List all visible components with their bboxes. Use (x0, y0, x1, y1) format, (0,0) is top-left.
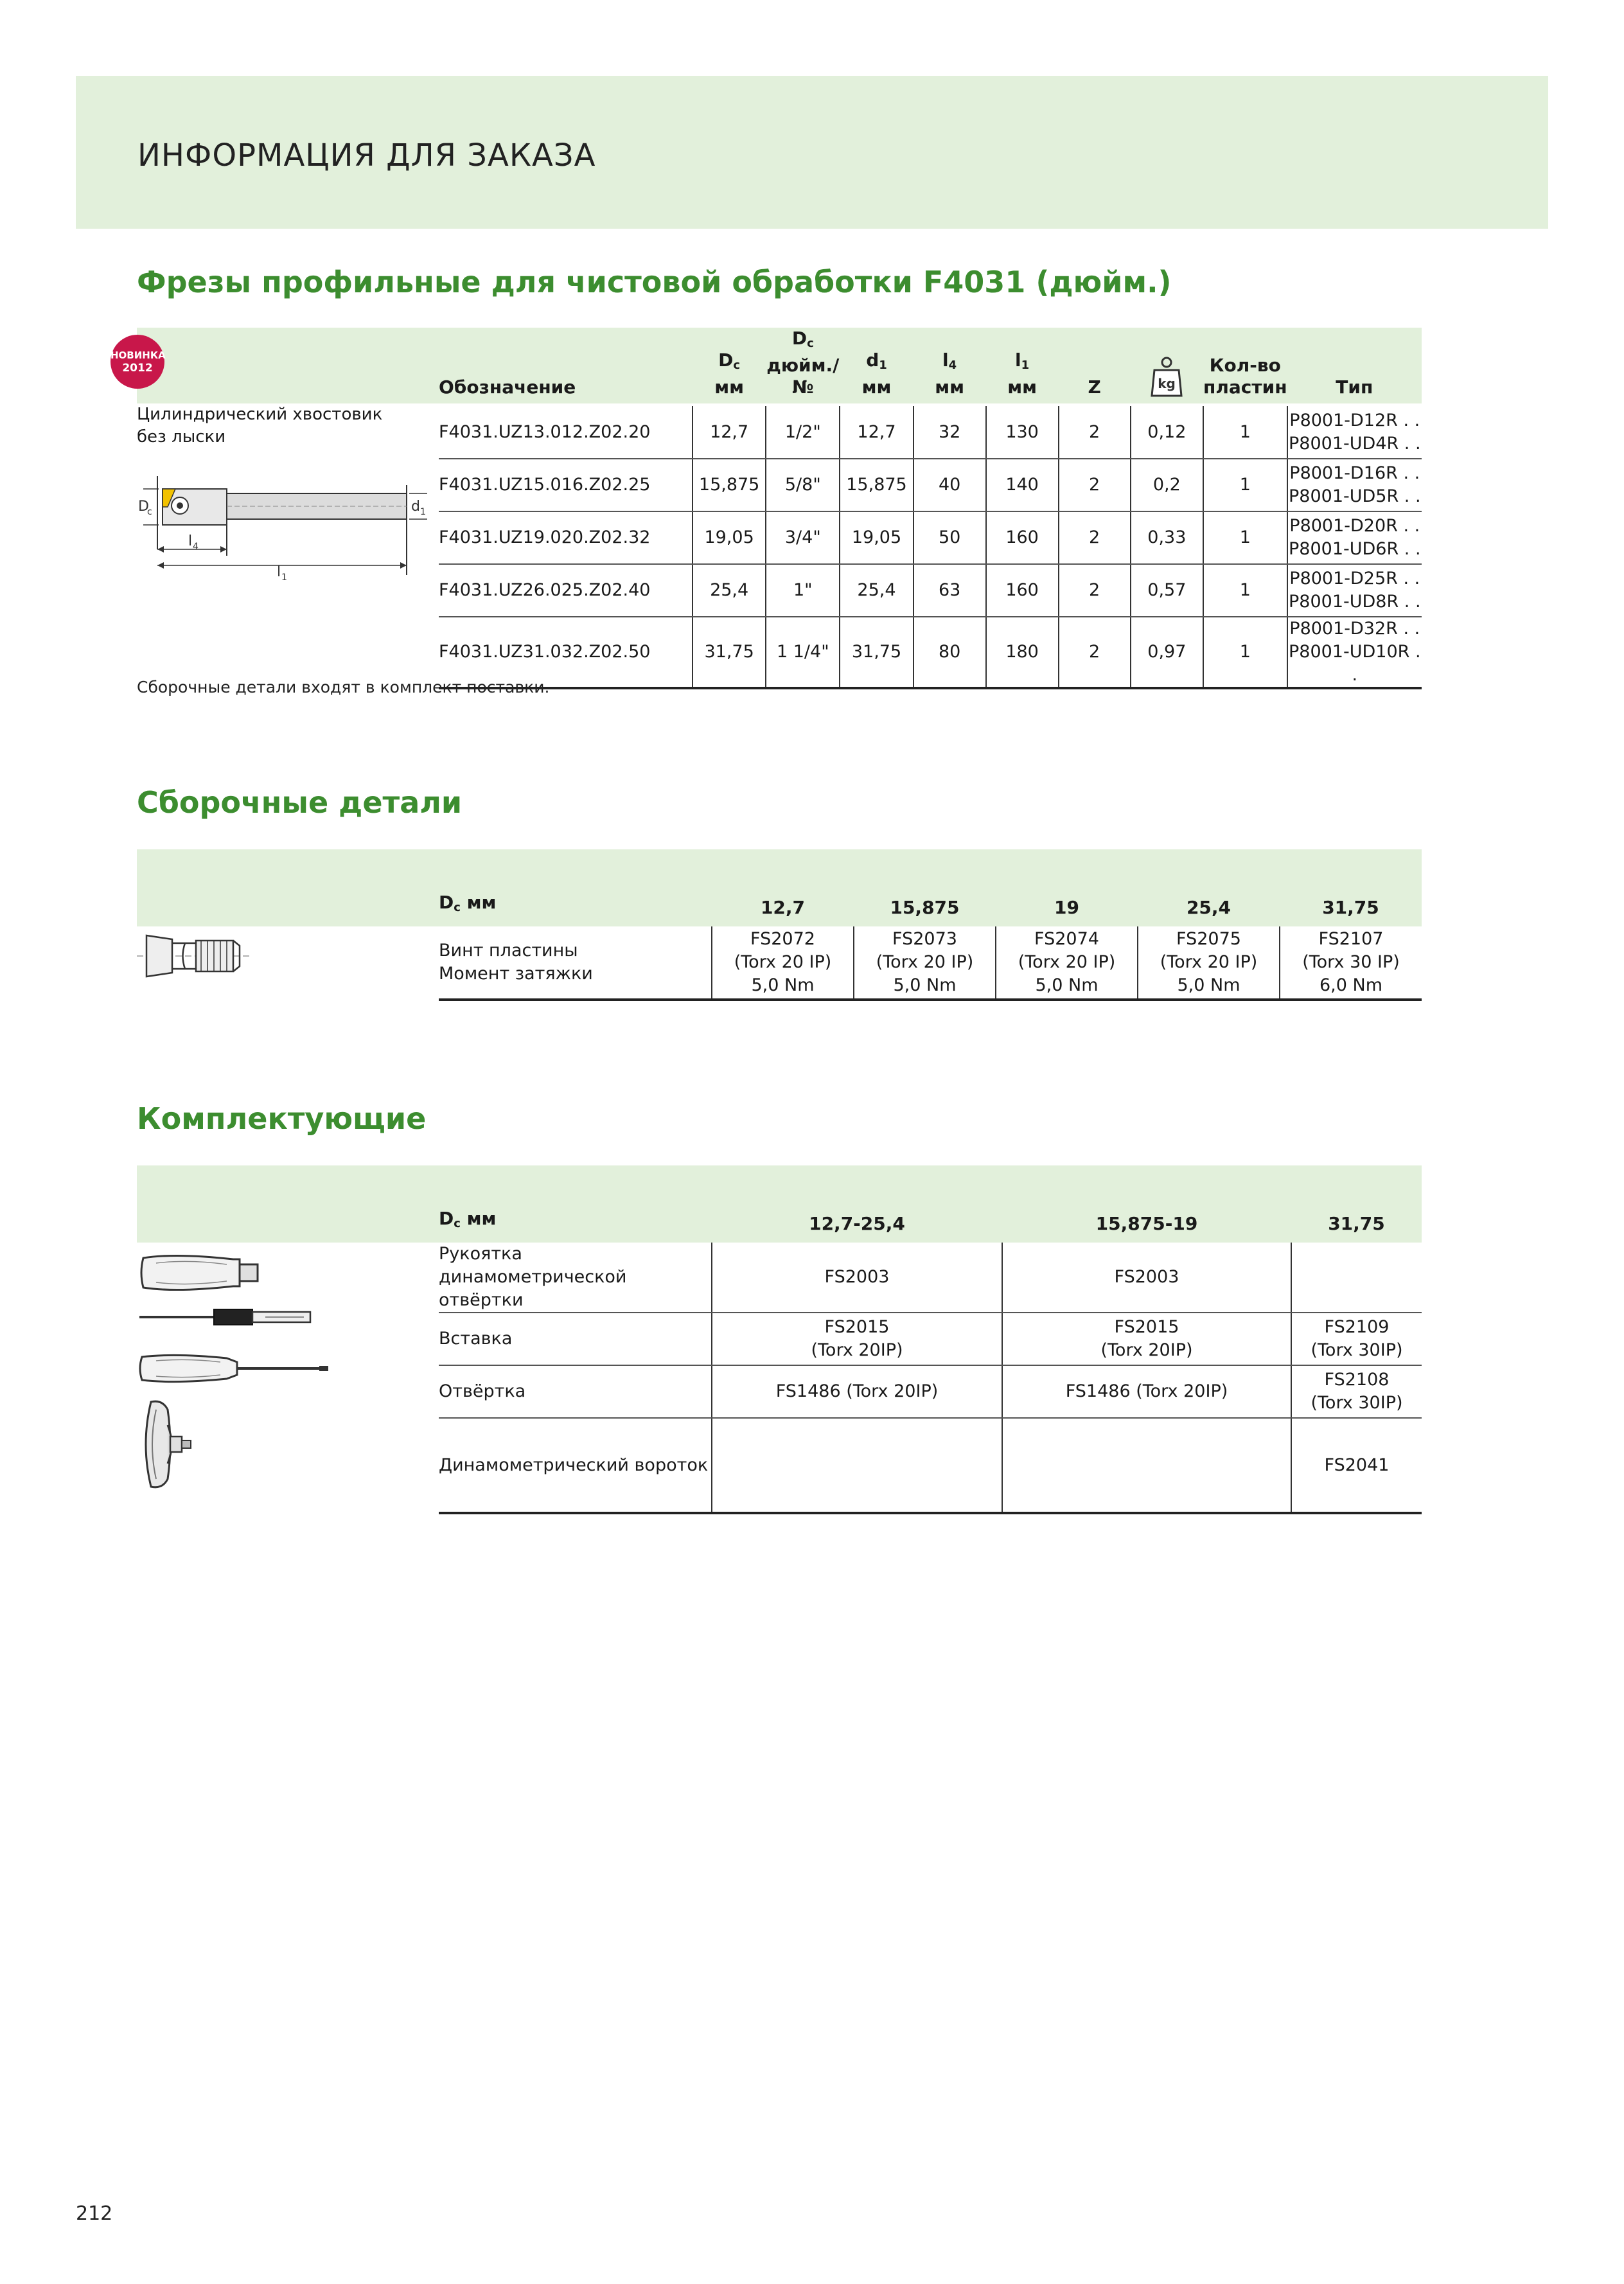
row-code: F4031.UZ13.012.Z02.20 (439, 406, 693, 459)
cell-z: 2 (1059, 406, 1131, 459)
col-designation: Обозначение (439, 376, 576, 398)
cell-dc: 25,4 (693, 564, 766, 617)
col-dc-mm: $D_c$ мм (714, 350, 745, 398)
svg-text:D: D (138, 499, 149, 515)
cell-dc: 31,75 (693, 617, 766, 688)
cell-z: 2 (1059, 511, 1131, 564)
svg-text:l: l (188, 533, 193, 549)
section1-title: Фрезы профильные для чистовой обработки F4031 (дюйм.) (137, 265, 1172, 299)
cutters-table (439, 328, 1422, 689)
cell-dc-inch: 1 1/4" (766, 617, 840, 688)
table-row (439, 1243, 1422, 1313)
col-weight (1131, 328, 1203, 406)
weight-kg-icon (1151, 356, 1183, 398)
col-dc-value: 12,7 (760, 897, 806, 918)
cell-type: P8001-D32R . . P8001-UD10R . . (1287, 617, 1422, 688)
header-banner (76, 76, 1548, 229)
insert-bit-icon (137, 1304, 317, 1330)
cell-accessory (1291, 1243, 1422, 1313)
new-2012-badge (110, 335, 164, 389)
table-row (439, 926, 1422, 1000)
banner-title: ИНФОРМАЦИЯ ДЛЯ ЗАКАЗА (137, 137, 596, 173)
cell-qty: 1 (1203, 406, 1287, 459)
cell-l4: 50 (914, 511, 986, 564)
insert-screw-icon (137, 930, 252, 982)
col-d1: $d_1$ мм (861, 350, 892, 398)
cell-accessory: FS2015 (Torx 20IP) (1002, 1313, 1291, 1365)
cell-kg: 0,2 (1131, 459, 1203, 511)
table-row (439, 406, 1422, 459)
cell-l4: 80 (914, 617, 986, 688)
cell-accessory (712, 1418, 1002, 1513)
cell-type: P8001-D25R . . P8001-UD8R . . (1287, 564, 1422, 617)
cell-l1: 160 (986, 511, 1059, 564)
torque-wrench-handle-icon (137, 1399, 265, 1489)
table1-header-row (439, 328, 1422, 406)
col-dc-range: 31,75 (1328, 1213, 1385, 1234)
cell-accessory: FS2015 (Torx 20IP) (712, 1313, 1002, 1365)
col-dc-range: 12,7-25,4 (809, 1213, 905, 1234)
cell-z: 2 (1059, 459, 1131, 511)
table-row (439, 1418, 1422, 1513)
cell-screw: FS2107 (Torx 30 IP) 6,0 Nm (1280, 926, 1422, 1000)
cell-screw: FS2072 (Torx 20 IP) 5,0 Nm (712, 926, 854, 1000)
svg-text:kg: kg (1158, 376, 1176, 391)
col-l4: $l_4$ мм (935, 350, 965, 398)
table-row (439, 564, 1422, 617)
page-number: 212 (76, 2202, 113, 2225)
cell-type: P8001-D20R . . P8001-UD6R . . (1287, 511, 1422, 564)
accessories-table (439, 1165, 1422, 1514)
table-row (439, 1365, 1422, 1418)
cell-d1: 12,7 (840, 406, 913, 459)
col-dc-value: 31,75 (1322, 897, 1379, 918)
col-z: Z (1088, 376, 1101, 398)
cell-qty: 1 (1203, 511, 1287, 564)
table-row (439, 617, 1422, 688)
cell-dc: 15,875 (693, 459, 766, 511)
row-label: Рукоятка динамометрической отвёртки (439, 1243, 712, 1313)
row-label: Вставка (439, 1313, 712, 1365)
section3-title: Комплектующие (137, 1101, 427, 1136)
cell-accessory (1002, 1418, 1291, 1513)
cell-dc-inch: 5/8" (766, 459, 840, 511)
cell-d1: 15,875 (840, 459, 913, 511)
col-dc-value: 25,4 (1186, 897, 1231, 918)
cell-qty: 1 (1203, 617, 1287, 688)
svg-text:d: d (411, 499, 420, 515)
cell-qty: 1 (1203, 564, 1287, 617)
svg-text:c: c (147, 507, 152, 517)
cell-l4: 32 (914, 406, 986, 459)
cell-accessory: FS1486 (Torx 20IP) (712, 1365, 1002, 1418)
table-row (439, 1313, 1422, 1365)
cell-accessory: FS2003 (1002, 1243, 1291, 1313)
cell-qty: 1 (1203, 459, 1287, 511)
cell-z: 2 (1059, 564, 1131, 617)
table-row (439, 511, 1422, 564)
cell-accessory: FS1486 (Torx 20IP) (1002, 1365, 1291, 1418)
col-dc-label: $D_c$ мм (439, 1208, 497, 1230)
cell-screw: FS2073 (Torx 20 IP) 5,0 Nm (854, 926, 996, 1000)
cell-kg: 0,97 (1131, 617, 1203, 688)
badge-line1: НОВИНКА (110, 350, 166, 361)
cell-l1: 140 (986, 459, 1059, 511)
cell-dc: 12,7 (693, 406, 766, 459)
row-code: F4031.UZ31.032.Z02.50 (439, 617, 693, 688)
screwdriver-icon (137, 1349, 336, 1388)
cell-z: 2 (1059, 617, 1131, 688)
row-code: F4031.UZ15.016.Z02.25 (439, 459, 693, 511)
row-label: Динамометрический вороток (439, 1418, 712, 1513)
col-l1: $l_1$ мм (1007, 350, 1037, 398)
table3-header-row (439, 1165, 1422, 1243)
row-label: Винт пластины Момент затяжки (439, 926, 712, 1000)
svg-text:1: 1 (281, 572, 287, 581)
cell-dc-inch: 1/2" (766, 406, 840, 459)
cell-accessory: FS2003 (712, 1243, 1002, 1313)
svg-text:1: 1 (420, 507, 426, 517)
row-code: F4031.UZ26.025.Z02.40 (439, 564, 693, 617)
badge-line2: 2012 (122, 362, 153, 375)
cell-d1: 31,75 (840, 617, 913, 688)
col-dc-range: 15,875-19 (1095, 1213, 1198, 1234)
cell-accessory: FS2041 (1291, 1418, 1422, 1513)
col-dc-value: 15,875 (890, 897, 960, 918)
cell-l1: 180 (986, 617, 1059, 688)
cell-l4: 40 (914, 459, 986, 511)
cutter-description: Цилиндрический хвостовик без лыски (137, 405, 383, 447)
assembly-parts-table (439, 849, 1422, 1001)
cell-l4: 63 (914, 564, 986, 617)
cell-dc: 19,05 (693, 511, 766, 564)
cell-type: P8001-D12R . . P8001-UD4R . . (1287, 406, 1422, 459)
cell-kg: 0,12 (1131, 406, 1203, 459)
cell-screw: FS2074 (Torx 20 IP) 5,0 Nm (996, 926, 1138, 1000)
table-row (439, 459, 1422, 511)
table2-header-row (439, 849, 1422, 926)
row-label: Отвёртка (439, 1365, 712, 1418)
cell-type: P8001-D16R . . P8001-UD5R . . (1287, 459, 1422, 511)
col-qty: Кол-во пластин (1203, 355, 1287, 398)
section2-title: Сборочные детали (137, 785, 463, 820)
cutter-diagram-icon (137, 472, 439, 581)
col-dc-inch: $D_c$ дюйм./№ (766, 328, 840, 398)
svg-text:l: l (277, 564, 281, 580)
cell-dc-inch: 3/4" (766, 511, 840, 564)
row-code: F4031.UZ19.020.Z02.32 (439, 511, 693, 564)
cell-accessory: FS2108 (Torx 30IP) (1291, 1365, 1422, 1418)
footnote: Сборочные детали входят в комплект поставки. (137, 678, 550, 696)
col-dc-label: $D_c$ мм (439, 892, 497, 914)
col-type: Тип (1336, 376, 1373, 398)
cell-d1: 19,05 (840, 511, 913, 564)
col-dc-value: 19 (1054, 897, 1079, 918)
cell-kg: 0,33 (1131, 511, 1203, 564)
cell-d1: 25,4 (840, 564, 913, 617)
cell-kg: 0,57 (1131, 564, 1203, 617)
cell-accessory: FS2109 (Torx 30IP) (1291, 1313, 1422, 1365)
cell-l1: 160 (986, 564, 1059, 617)
cell-l1: 130 (986, 406, 1059, 459)
cell-dc-inch: 1" (766, 564, 840, 617)
cell-screw: FS2075 (Torx 20 IP) 5,0 Nm (1138, 926, 1280, 1000)
svg-text:4: 4 (193, 542, 199, 552)
torque-screwdriver-handle-icon (137, 1250, 265, 1295)
